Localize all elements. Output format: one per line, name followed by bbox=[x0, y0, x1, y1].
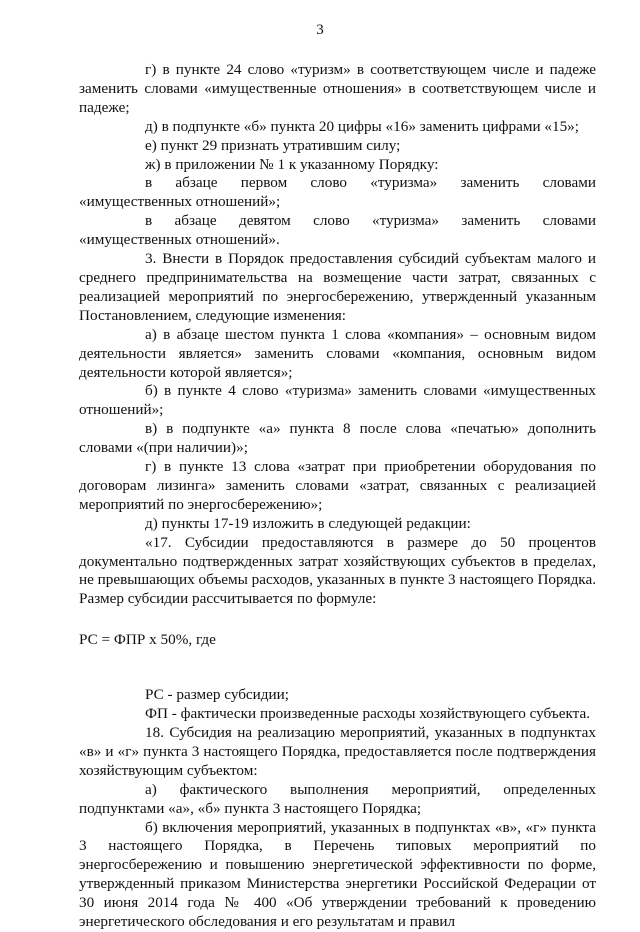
paragraph-item-e: е) пункт 29 признать утратившим силу; bbox=[145, 136, 401, 154]
formula-legend-rs: РС - размер субсидии; bbox=[145, 686, 290, 704]
paragraph-section-3: 3. Внести в Порядок предоставления субсидий субъектам малого и среднего предпринимательства на возмещение части затрат, связанных с реализацией мероприятий по энергосбережению, утвержденный указанным Постановлением, следующие изменения: bbox=[79, 250, 596, 324]
paragraph-sub-g: г) в пункте 13 слова «затрат при приобретении оборудования по договорам лизинга» заменить словами «затрат, связанных с реализацией мероприятий по энергосбережению»; bbox=[79, 458, 596, 513]
paragraph-item-d: д) в подпункте «б» пункта 20 цифры «16» заменить цифрами «15»; bbox=[145, 117, 579, 135]
paragraph-abzac-ninth: в абзаце девятом слово «туризма» заменить словами «имущественных отношений». bbox=[79, 212, 596, 249]
spacer bbox=[79, 670, 596, 686]
paragraph-item-g: г) в пункте 24 слово «туризм» в соответствующем числе и падеже заменить словами «имущественные отношения» в соответствующем числе и падеже; bbox=[79, 61, 596, 116]
paragraph-point-18-a: а) фактического выполнения мероприятий, определенных подпунктами «а», «б» пункта 3 настоящего Порядка; bbox=[79, 780, 596, 817]
paragraph-sub-b: б) в пункте 4 слово «туризма» заменить словами «имущественных отношений»; bbox=[79, 382, 596, 419]
paragraph-point-18: 18. Субсидия на реализацию мероприятий, указанных в подпунктах «в» и «г» пункта 3 настоящего Порядка, предоставляется после подтверждения хозяйствующим субъектом: bbox=[79, 724, 596, 779]
paragraph-sub-a: а) в абзаце шестом пункта 1 слова «компания» – основным видом деятельности является» заменить словами «компания, основным видом деятельности которой является»; bbox=[79, 325, 596, 381]
paragraph-sub-v: в) в подпункте «а» пункта 8 после слова «печатью» дополнить словами «(при наличии)»; bbox=[79, 420, 596, 457]
paragraph-sub-d: д) пункты 17-19 изложить в следующей редакции: bbox=[145, 514, 471, 532]
document-body bbox=[79, 61, 596, 932]
paragraph-abzac-first: в абзаце первом слово «туризма» заменить словами «имущественных отношений»; bbox=[79, 174, 596, 211]
subsidy-formula: РС = ФПР х 50%, где bbox=[79, 631, 216, 649]
formula-legend-fp: ФП - фактически произведенные расходы хозяйствующего субъекта. bbox=[145, 705, 591, 723]
page-number: 3 bbox=[316, 22, 324, 38]
paragraph-item-zh: ж) в приложении № 1 к указанному Порядку: bbox=[145, 155, 439, 173]
paragraph-point-18-b: б) включения мероприятий, указанных в подпунктах «в», «г» пункта 3 настоящего Порядка, в Перечень типовых мероприятий по энергосбережению и повышению энергетической эффективности по форме, утвержденный приказом Министерства энергетики Российской Федерации от 30 июня 2014 года № 400 «Об утверждении требований к проведению энергетического обследования и его результатам и правил bbox=[79, 818, 596, 931]
paragraph-point-17: «17. Субсидии предоставляются в размере до 50 процентов документально подтвержденных затрат хозяйствующих субъектов в пределах, не превышающих объемы расходов, указанных в пункте 3 настоящего Порядка. Размер субсидии рассчитывается по формуле: bbox=[79, 533, 596, 608]
